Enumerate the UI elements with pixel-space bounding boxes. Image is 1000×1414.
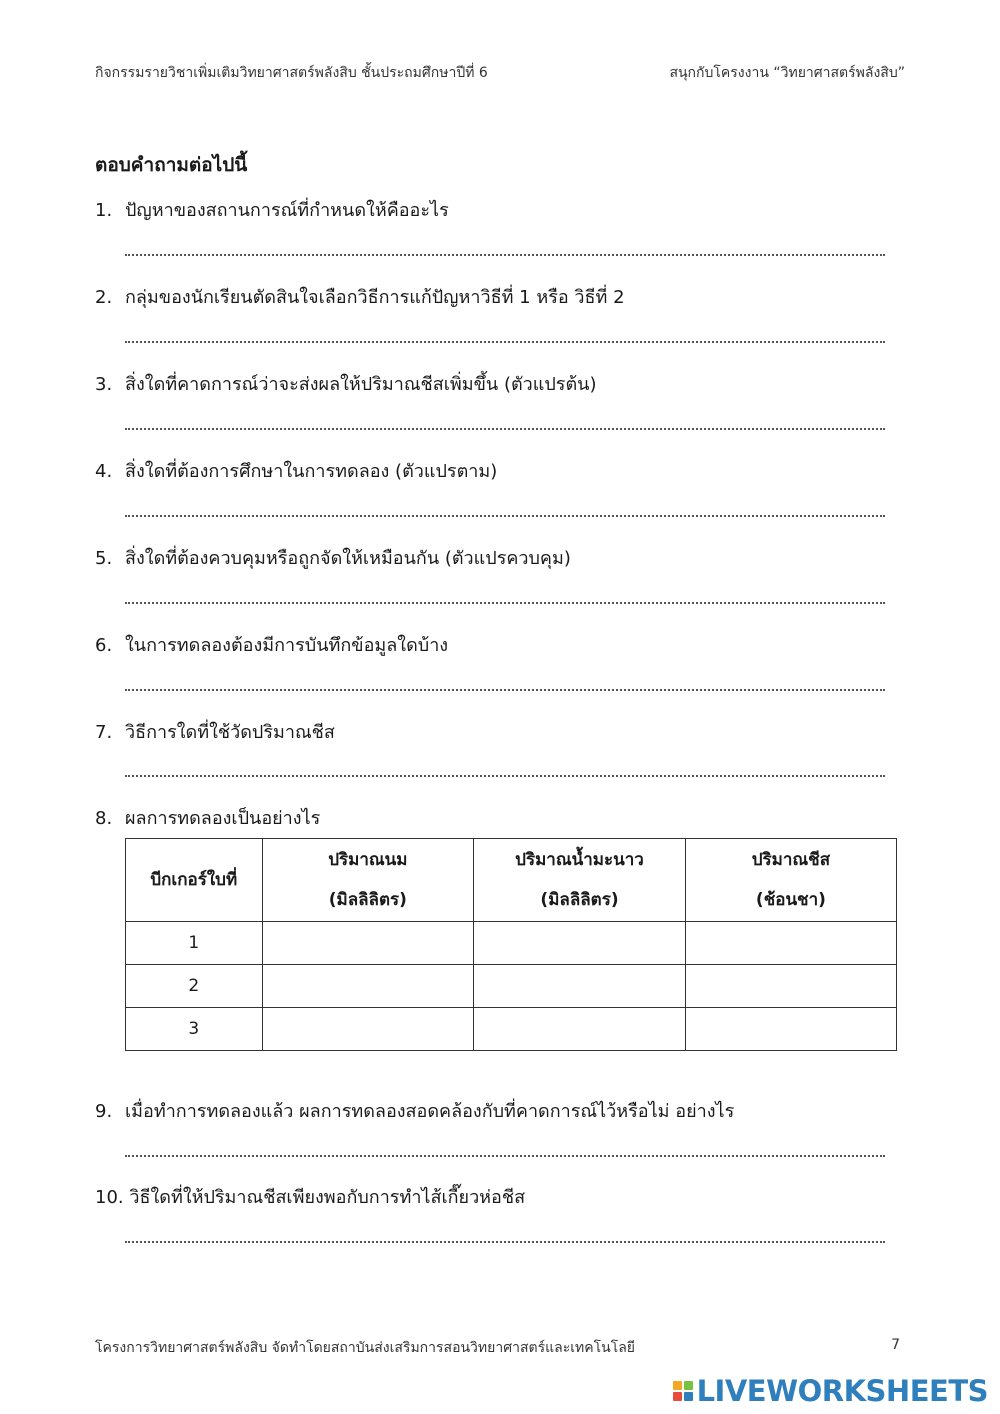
table-cell-input[interactable] bbox=[474, 922, 686, 965]
question-text: สิ่งใดที่ต้องการศึกษาในการทดลอง (ตัวแปรตาม) bbox=[125, 461, 498, 482]
liveworksheets-logo[interactable] bbox=[673, 1374, 988, 1408]
question-number: 6. bbox=[95, 635, 113, 656]
answer-line-2[interactable] bbox=[125, 341, 885, 343]
question-2 bbox=[95, 282, 625, 311]
question-number: 2. bbox=[95, 287, 113, 308]
logo-square bbox=[684, 1381, 693, 1390]
question-text: วิธีการใดที่ใช้วัดปริมาณชีส bbox=[125, 722, 335, 743]
page-number: 7 bbox=[891, 1337, 900, 1353]
question-7 bbox=[95, 717, 335, 746]
question-3 bbox=[95, 369, 596, 398]
liveworksheets-grid-icon bbox=[673, 1381, 693, 1401]
question-9 bbox=[95, 1096, 734, 1125]
question-number: 4. bbox=[95, 461, 113, 482]
answer-line-7[interactable] bbox=[125, 775, 885, 777]
question-number: 1. bbox=[95, 200, 113, 221]
question-number: 9. bbox=[95, 1101, 113, 1122]
answer-line-5[interactable] bbox=[125, 602, 885, 604]
table-header-cell bbox=[474, 839, 686, 922]
brand-text: LIVEWORKSHEETS bbox=[696, 1374, 988, 1408]
results-table bbox=[125, 838, 897, 1051]
question-text: สิ่งใดที่คาดการณ์ว่าจะส่งผลให้ปริมาณชีสเพิ่มขึ้น (ตัวแปรต้น) bbox=[125, 374, 597, 395]
header-line-2: (มิลลิลิตร) bbox=[540, 890, 619, 910]
answer-line-6[interactable] bbox=[125, 689, 885, 691]
table-row bbox=[126, 1008, 897, 1051]
table-cell-input[interactable] bbox=[474, 965, 686, 1008]
question-10 bbox=[95, 1182, 525, 1211]
header-line-2: (ช้อนชา) bbox=[755, 890, 826, 910]
question-8 bbox=[95, 803, 320, 832]
footer-text: โครงการวิทยาศาสตร์พลังสิบ จัดทำโดยสถาบันส่งเสริมการสอนวิทยาศาสตร์และเทคโนโลยี bbox=[95, 1340, 636, 1356]
question-number: 7. bbox=[95, 722, 113, 743]
header-line-1: ปริมาณน้ำมะนาว bbox=[515, 850, 644, 870]
answer-line-4[interactable] bbox=[125, 515, 885, 517]
header-line-1: บีกเกอร์ใบที่ bbox=[150, 870, 238, 890]
section-title: ตอบคำถามต่อไปนี้ bbox=[95, 154, 248, 176]
question-5 bbox=[95, 543, 571, 572]
question-text: เมื่อทำการทดลองแล้ว ผลการทดลองสอดคล้องกับที่คาดการณ์ไว้หรือไม่ อย่างไร bbox=[125, 1101, 735, 1122]
table-header-row bbox=[126, 839, 897, 922]
table-cell-input[interactable] bbox=[685, 922, 896, 965]
question-text: ปัญหาของสถานการณ์ที่กำหนดให้คืออะไร bbox=[125, 200, 449, 221]
table-cell-beaker: 3 bbox=[126, 1008, 263, 1051]
question-number: 3. bbox=[95, 374, 113, 395]
question-number: 10. bbox=[95, 1187, 124, 1208]
answer-line-1[interactable] bbox=[125, 254, 885, 256]
answer-line-9[interactable] bbox=[125, 1155, 885, 1157]
logo-square bbox=[673, 1381, 682, 1390]
question-text: วิธีใดที่ให้ปริมาณชีสเพียงพอกับการทำไส้เกี๊ยวห่อชีส bbox=[129, 1187, 526, 1208]
header-right: สนุกกับโครงงาน “วิทยาศาสตร์พลังสิบ” bbox=[669, 65, 905, 81]
header-line-1: ปริมาณนม bbox=[328, 850, 408, 870]
question-text: ในการทดลองต้องมีการบันทึกข้อมูลใดบ้าง bbox=[125, 635, 449, 656]
table-cell-beaker: 1 bbox=[126, 922, 263, 965]
question-text: ผลการทดลองเป็นอย่างไร bbox=[125, 808, 321, 829]
answer-line-10[interactable] bbox=[125, 1241, 885, 1243]
question-1 bbox=[95, 195, 449, 224]
table-cell-input[interactable] bbox=[685, 965, 896, 1008]
table-row bbox=[126, 965, 897, 1008]
table-cell-input[interactable] bbox=[262, 965, 474, 1008]
table-cell-input[interactable] bbox=[685, 1008, 896, 1051]
header-line-2: (มิลลิลิตร) bbox=[328, 890, 407, 910]
table-row bbox=[126, 922, 897, 965]
logo-square bbox=[684, 1392, 693, 1401]
header-line-1: ปริมาณชีส bbox=[751, 850, 831, 870]
table-header-cell bbox=[126, 839, 263, 922]
table-cell-input[interactable] bbox=[474, 1008, 686, 1051]
question-4 bbox=[95, 456, 497, 485]
header-left: กิจกรรมรายวิชาเพิ่มเติมวิทยาศาสตร์พลังสิบ ชั้นประถมศึกษาปีที่ 6 bbox=[95, 65, 488, 81]
question-6 bbox=[95, 630, 448, 659]
table-cell-beaker: 2 bbox=[126, 965, 263, 1008]
question-number: 5. bbox=[95, 548, 113, 569]
answer-line-3[interactable] bbox=[125, 428, 885, 430]
question-text: กลุ่มของนักเรียนตัดสินใจเลือกวิธีการแก้ปัญหาวิธีที่ 1 หรือ วิธีที่ 2 bbox=[125, 287, 625, 308]
question-text: สิ่งใดที่ต้องควบคุมหรือถูกจัดให้เหมือนกัน (ตัวแปรควบคุม) bbox=[125, 548, 571, 569]
table-header-cell bbox=[685, 839, 896, 922]
table-cell-input[interactable] bbox=[262, 922, 474, 965]
question-number: 8. bbox=[95, 808, 113, 829]
table-cell-input[interactable] bbox=[262, 1008, 474, 1051]
table-header-cell bbox=[262, 839, 474, 922]
logo-square bbox=[673, 1392, 682, 1401]
